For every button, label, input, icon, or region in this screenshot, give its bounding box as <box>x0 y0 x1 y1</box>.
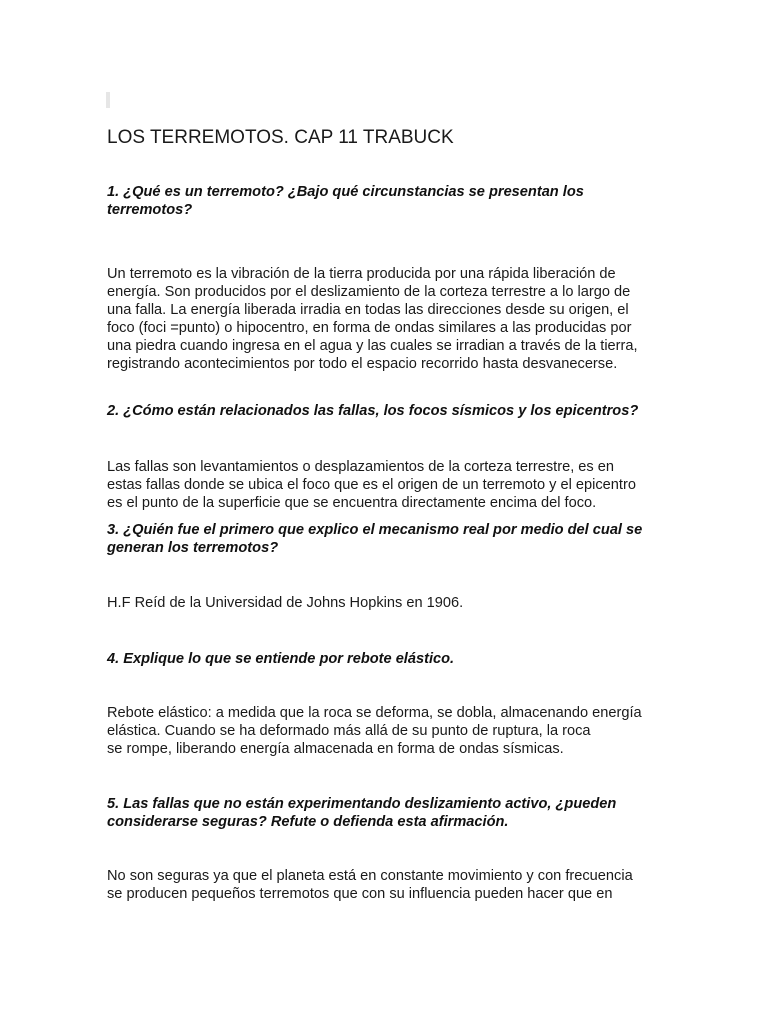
document-title: LOS TERREMOTOS. CAP 11 TRABUCK <box>107 127 454 148</box>
answer-line: Las fallas son levantamientos o desplazamientos de la corteza terrestre, es en <box>107 459 615 475</box>
question-line: generan los terremotos? <box>107 540 279 556</box>
answer-line: No son seguras ya que el planeta está en constante movimiento y con frecuencia <box>107 868 633 884</box>
answer-line: una piedra cuando ingresa en el agua y las cuales se irradian a través de la tierra, <box>107 338 638 354</box>
answer-line: Un terremoto es la vibración de la tierra producida por una rápida liberación de <box>107 266 616 282</box>
question-5 <box>107 795 677 831</box>
question-line: considerarse seguras? Refute o defienda esta afirmación. <box>107 814 509 830</box>
question-line: 2. ¿Cómo están relacionados las fallas, los focos sísmicos y los epicentros? <box>107 403 639 419</box>
question-line: terremotos? <box>107 202 193 218</box>
answer-4 <box>107 704 677 758</box>
question-4 <box>107 650 677 668</box>
answer-line: energía. Son producidos por el deslizamiento de la corteza terrestre a lo largo de <box>107 284 631 300</box>
answer-line: Rebote elástico: a medida que la roca se deforma, se dobla, almacenando energía <box>107 705 642 721</box>
answer-line: se rompe, liberando energía almacenada en forma de ondas sísmicas. <box>107 741 564 757</box>
answer-line: es el punto de la superficie que se encuentra directamente encima del foco. <box>107 495 597 511</box>
answer-line: estas fallas donde se ubica el foco que es el origen de un terremoto y el epicentro <box>107 477 636 493</box>
answer-line: H.F Reíd de la Universidad de Johns Hopkins en 1906. <box>107 595 464 611</box>
question-line: 1. ¿Qué es un terremoto? ¿Bajo qué circunstancias se presentan los <box>107 184 584 200</box>
answer-3 <box>107 594 677 612</box>
answer-line: se producen pequeños terremotos que con su influencia pueden hacer que en <box>107 886 613 902</box>
question-3 <box>107 521 677 557</box>
question-1 <box>107 183 677 219</box>
answer-line: foco (foci =punto) o hipocentro, en forma de ondas similares a las producidas por <box>107 320 632 336</box>
answer-line: una falla. La energía liberada irradia en todas las direcciones desde su origen, el <box>107 302 629 318</box>
answer-1 <box>107 265 677 373</box>
question-line: 3. ¿Quién fue el primero que explico el mecanismo real por medio del cual se <box>107 522 643 538</box>
question-line: 4. Explique lo que se entiende por rebote elástico. <box>107 651 455 667</box>
question-2 <box>107 402 677 420</box>
answer-line: elástica. Cuando se ha deformado más allá de su punto de ruptura, la roca <box>107 723 591 739</box>
answer-5 <box>107 867 677 903</box>
answer-line: registrando acontecimientos por todo el espacio recorrido hasta desvanecerse. <box>107 356 618 372</box>
answer-2 <box>107 458 677 512</box>
page-marker <box>106 92 110 108</box>
question-line: 5. Las fallas que no están experimentando deslizamiento activo, ¿pueden <box>107 796 617 812</box>
